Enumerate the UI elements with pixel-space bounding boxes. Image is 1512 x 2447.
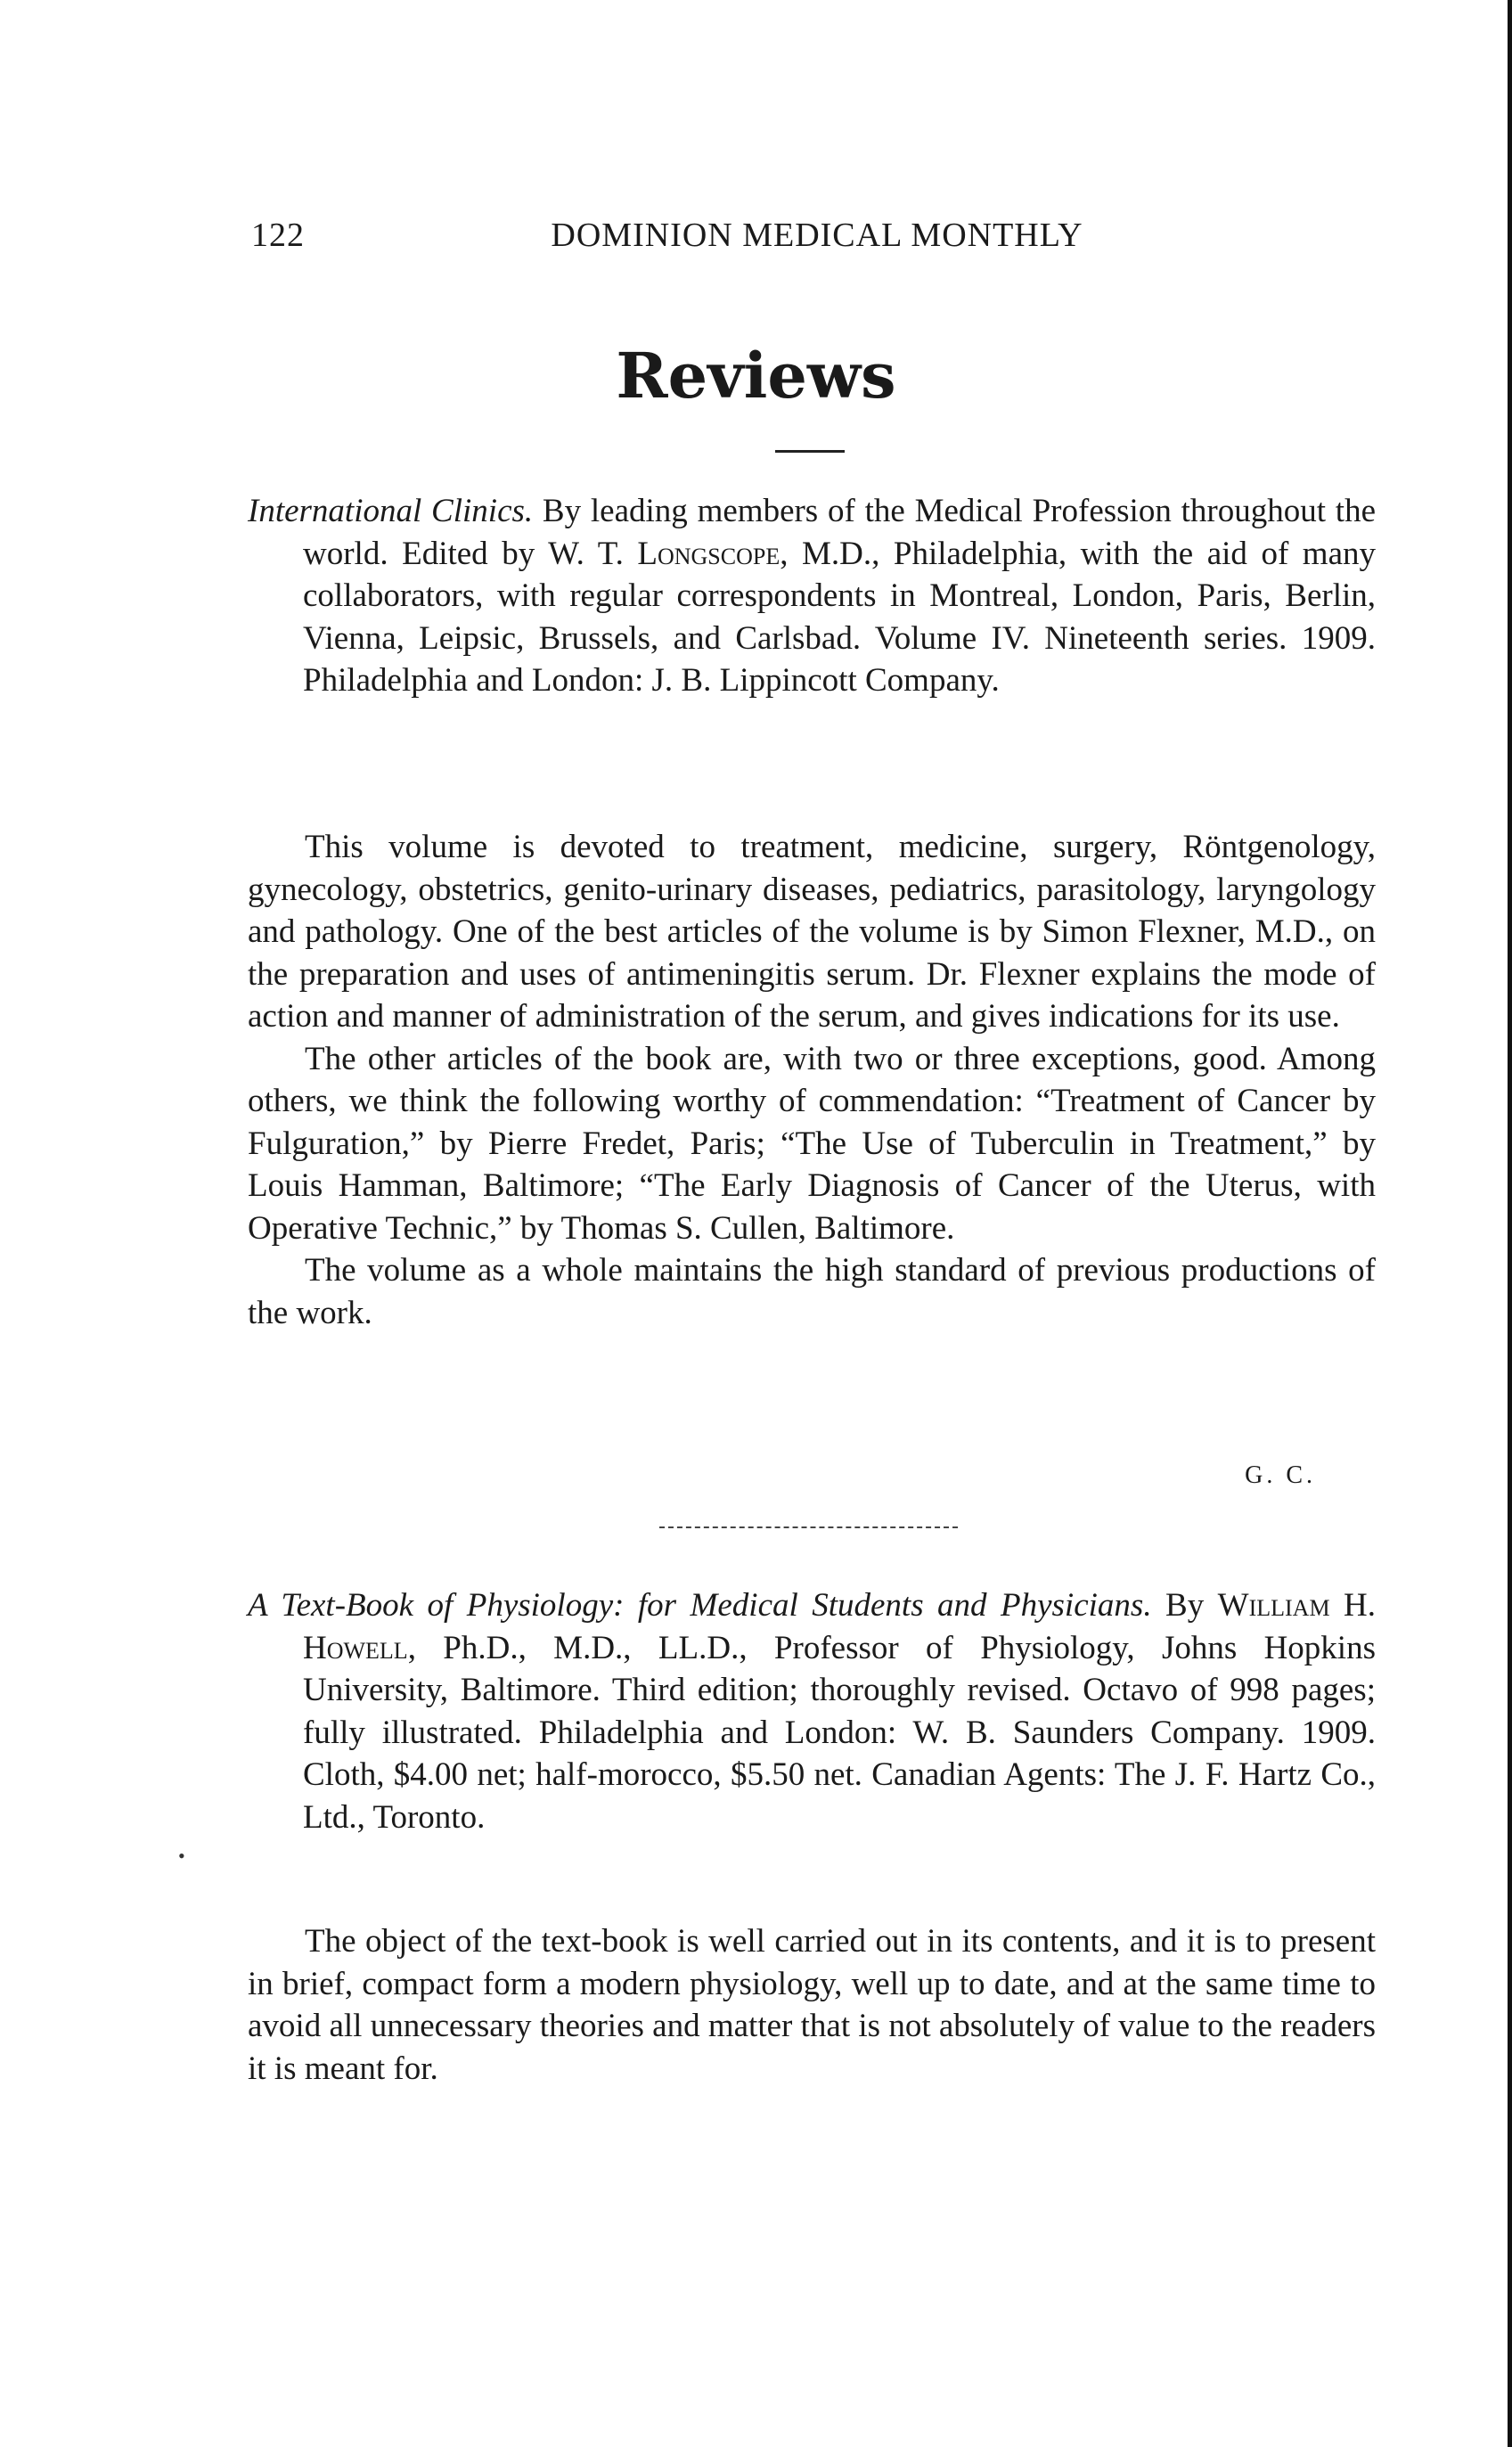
citation-text bbox=[248, 1584, 1376, 1838]
reviewer-signature: G. C. bbox=[1245, 1461, 1316, 1489]
review-2-title: A Text-Book of Physiology: for Medical Students and Physicians. bbox=[248, 1587, 1152, 1624]
review-1-body bbox=[248, 826, 1376, 1334]
review-1-paragraph-2: The other articles of the book are, with two or three exceptions, good. Among others, we think the following worthy of commendation: “Treatment of Cancer by Fulguration,” by Pierre Fredet, Paris; “The Use of Tuberculin in Treatment,” by Louis Hamman, Baltimore; “The Early Diagnosis of Cancer of the Uterus, with Operative Technic,” by Thomas S. Cullen, Baltimore. bbox=[248, 1040, 1376, 1247]
citation-text bbox=[248, 490, 1376, 702]
section-divider bbox=[659, 1526, 958, 1528]
running-title: DOMINION MEDICAL MONTHLY bbox=[551, 217, 1083, 254]
page-number: 122 bbox=[251, 217, 305, 254]
citation-part: By leading members of the Medical Profession throughout the world. Edited by W. T. bbox=[303, 493, 1376, 572]
review-2-citation bbox=[248, 1584, 1376, 1838]
title-rule bbox=[775, 450, 845, 453]
citation-part: By bbox=[1151, 1587, 1218, 1624]
review-1-paragraph-3: The volume as a whole maintains the high standard of previous productions of the work. bbox=[248, 1252, 1376, 1331]
review-2-paragraph-1: The object of the text-book is well carried out in its contents, and it is to present in brief, compact form a modern physiology, well up to date, and at the same time to avoid all unnecessary theories and matter that is not absolutely of value to the readers it is meant for. bbox=[248, 1923, 1376, 2087]
review-1-citation bbox=[248, 490, 1376, 702]
author-name: William H. Howell bbox=[303, 1587, 1376, 1666]
citation-part: , Ph.D., M.D., LL.D., Professor of Physiology, Johns Hopkins University, Baltimore. Third edition; thoroughly revised. Octavo of 998 pages; fully illustrated. Philadelphia and London: W. B. Saunders Company. 1909. Cloth, $4.00 net; half-morocco, $5.50 net. Canadian Agents: The J. F. Hartz Co., Ltd., Toronto. bbox=[303, 1629, 1376, 1836]
section-title: Reviews bbox=[616, 339, 896, 413]
page-header bbox=[251, 216, 1329, 260]
review-1-paragraph-1: This volume is devoted to treatment, medicine, surgery, Röntgenology, gynecology, obstetrics, genito-urinary diseases, pediatrics, parasitology, laryngology and pathology. One of the best articles of the volume is by Simon Flexner, M.D., on the preparation and uses of antimeningitis serum. Dr. Flexner explains the mode of action and manner of administration of the serum, and gives indications for its use. bbox=[248, 829, 1376, 1035]
review-1-title: International Clinics. bbox=[248, 493, 534, 529]
review-2-body bbox=[248, 1920, 1376, 2090]
editor-name: Longscope bbox=[637, 535, 781, 572]
citation-part: , M.D., Philadelphia, with the aid of many collaborators, with regular correspondents in Montreal, London, Paris, Berlin, Vienna, Leipsic, Brussels, and Carlsbad. Volume IV. Nineteenth series. 1909. Philadelphia and London: J. B. Lippincott Company. bbox=[303, 535, 1377, 699]
margin-mark: • bbox=[178, 1845, 185, 1867]
